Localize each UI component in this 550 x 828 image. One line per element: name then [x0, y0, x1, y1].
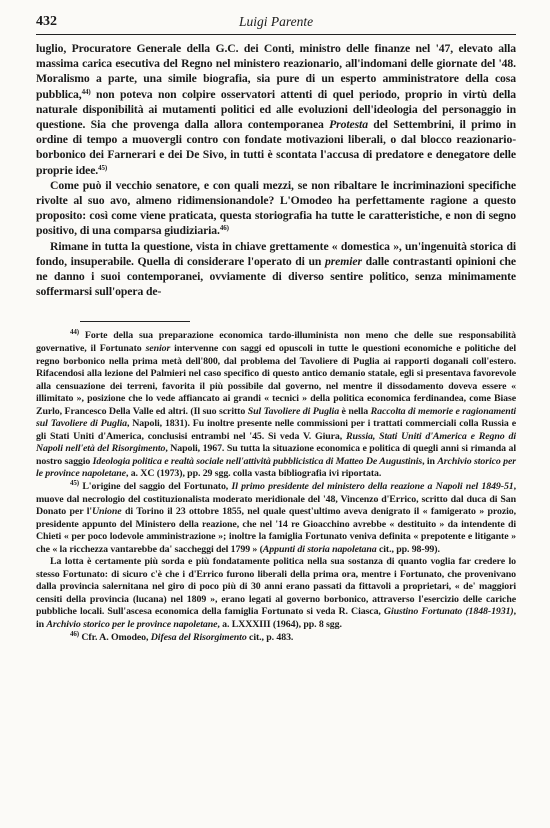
- text-run: cit., p. 483.: [246, 631, 294, 643]
- italic-text: Appunti di storia napoletana: [262, 543, 377, 555]
- text-run: Cfr. A. Omodeo,: [79, 631, 151, 643]
- note-reference: 44): [81, 87, 91, 96]
- note-reference: 45): [98, 163, 108, 172]
- text-run: non poteva non colpire osservatori attenti di quel periodo, proprio in virtù della naturale disponibilità ai mutamenti politici ed alle evoluzioni dell'ideologia del personaggio in questione. Sia che provenga dalla allora contemporanea: [36, 87, 516, 132]
- text-run: , in: [422, 455, 438, 467]
- italic-text: Archivio storico per le province napoletane: [36, 455, 516, 480]
- text-run: Rimane in tutta la questione, vista in chiave grettamente « domestica », un'ingenuità storica di fondo, insuperabile. Quella di considerare l'operato di un: [36, 239, 516, 268]
- text-run: La lotta è certamente più sorda e più fondatamente politica nella sua sostanza di quanto voglia far credere lo stesso Fortunato: di sicuro c'è che i d'Errico furono liberali della prima ora, mentre i Fortunato, che provenivano dalla provincia salernitana nel giro di poco più di 30 anni erano passati da fittavoli a proprietari, « de' maggiori censiti della provincia (lucana) nel 1809 », erano legati al governo borbonico, attraverso l'esercizio delle cariche pubbliche locali. Sull'ascesa economica della famiglia Fortunato si veda R. Ciasca,: [36, 556, 516, 618]
- text-run: , in: [36, 606, 516, 631]
- footnote-46: [36, 629, 516, 645]
- note-reference: 46): [70, 629, 80, 638]
- italic-text: Raccolta di memorie e ragionamenti sul Tavoliere di Puglia: [36, 405, 516, 430]
- italic-text: Il primo presidente del ministero della reazione a Napoli nel 1849-51: [231, 481, 514, 493]
- text-run: dalle contrastanti opinioni che ne danno i suoi contemporanei, ovviamente di diverso sentire politico, senza minimamente soffermarsi sull'opera de-: [36, 254, 516, 299]
- footnote-44: [36, 330, 516, 481]
- text-run: del Settembrini, il primo in ordine di tempo a muovergli contro con fondate motivazioni liberali, o dal blocco reazionario-borbonico dei Farnerari e dei De Sivo, in tutti è scontata l'accusa di predatore e denegatore delle proprie idee.: [36, 118, 516, 177]
- footnote-rule: [80, 321, 190, 322]
- note-reference: 44): [70, 328, 80, 337]
- text-run: , Napoli, 1967. Su tutta la situazione economica e politica di quegli anni si rimanda al nostro saggio: [36, 443, 517, 467]
- text-run: intervenne con saggi ed opuscoli in tutte le questioni economiche e politiche del regno borbonico nella prima metà dell'800, dal problema del Tavoliere di Puglia ai rapporti doganali coll'estero. Rifacendosi alla lezione del Palmieri nel caso specifico di questo antico demanio statale, egli si presentava favorevole alla censuazione dei terreni, favorita il più possibile dal governo, nel mentre il dissodamento doveva essere « illimitato », posizione che lo vede affiancato ai grandi « tecnici » della politica economica ferdinandea, come Biase Zurlo, Francesco Della Valle ed altri. (Il suo scritto: [36, 343, 516, 417]
- text-run: è nella: [339, 405, 371, 417]
- footnote-45-continuation: [36, 556, 516, 631]
- paragraph: [36, 239, 516, 300]
- text-run: cit., pp. 98-99).: [376, 543, 440, 555]
- italic-text: senior: [145, 343, 171, 354]
- italic-text: premier: [324, 254, 362, 268]
- italic-text: Ideologia politica e realtà sociale nell'attività pubblicistica di Matteo De Augustinis: [92, 455, 423, 467]
- note-reference: 45): [70, 479, 80, 488]
- paragraph: [36, 41, 516, 178]
- paragraph: [36, 178, 516, 239]
- text-run: , Napoli, 1831). Fu inoltre presente nelle commissioni per i trattati commerciali colla Russia e gli Stati Uniti d'America, conclusisi entrambi nel '45. Si veda V. Giura,: [36, 418, 516, 442]
- footnotes: [36, 330, 516, 644]
- italic-text: Sul Tavoliere di Puglia: [247, 405, 340, 417]
- italic-text: Russia, Stati Uniti d'America e Regno di Napoli nell'età del Risorgimento: [36, 430, 516, 455]
- text-run: di Torino il 23 ottobre 1855, nel quale quest'ultimo aveva denigrato il « famigerato » prozio, presidente appunto del Ministero della reazione, che nel '14 re Gioacchino avrebbe « destituito » da intendente di Chieti « per poco lodevole amministrazione »; inoltre la famiglia Fortunato veniva definita « prepotente e litigante » che « la ricchezza vantarebbe da' saccheggi del 1799 » (: [36, 506, 516, 555]
- body-text: [36, 41, 516, 299]
- running-title: Luigi Parente: [238, 14, 314, 29]
- text-run: , a. XC (1973), pp. 29 sgg. colla vasta bibliografia ivi riportata.: [125, 468, 382, 480]
- text-run: Forte della sua preparazione economica tardo-illuminista non meno che delle sue responsabilità governative, il Fortunato: [36, 330, 516, 354]
- running-head: [36, 14, 516, 35]
- italic-text: Unione: [91, 506, 122, 518]
- italic-text: Protesta: [329, 118, 368, 132]
- text-run: L'origine del saggio del Fortunato,: [79, 481, 232, 493]
- italic-text: Archivio storico per le province napoletane: [46, 619, 218, 631]
- italic-text: Difesa del Risorgimento: [150, 631, 247, 643]
- footnote-45: [36, 481, 516, 556]
- note-reference: 46): [219, 224, 229, 233]
- book-page: [36, 14, 516, 644]
- text-run: luglio, Procuratore Generale della G.C. dei Conti, ministro delle finanze nel '47, elevato alla massima carica esecutiva del Regno nel ministero reazionario, all'indomani delle giornate del '48. Moralismo a parte, una simile biografia, sia pure di un esperto amministratore della cosa pubblica,: [36, 42, 516, 101]
- page-number: 432: [36, 14, 57, 29]
- text-run: , muove dal necrologio del costituzionalista moderato meridionale del '48, Vincenzo d'Errico, scritto dal duca di San Donato per l': [36, 481, 516, 518]
- text-run: Come può il vecchio senatore, e con quali mezzi, se non ribaltare le incriminazioni specifiche rivolte al suo avo, almeno ridimensionandole? L'Omodeo ha perfettamente ragione a questo proposito: così come viene praticata, questa storiografia ha tutte le caratteristiche, e non di segno positivo, di una comparsa giudiziaria.: [36, 178, 516, 238]
- text-run: , a. LXXXIII (1964), pp. 8 sgg.: [217, 619, 342, 631]
- italic-text: Giustino Fortunato (1848-1931): [383, 606, 514, 618]
